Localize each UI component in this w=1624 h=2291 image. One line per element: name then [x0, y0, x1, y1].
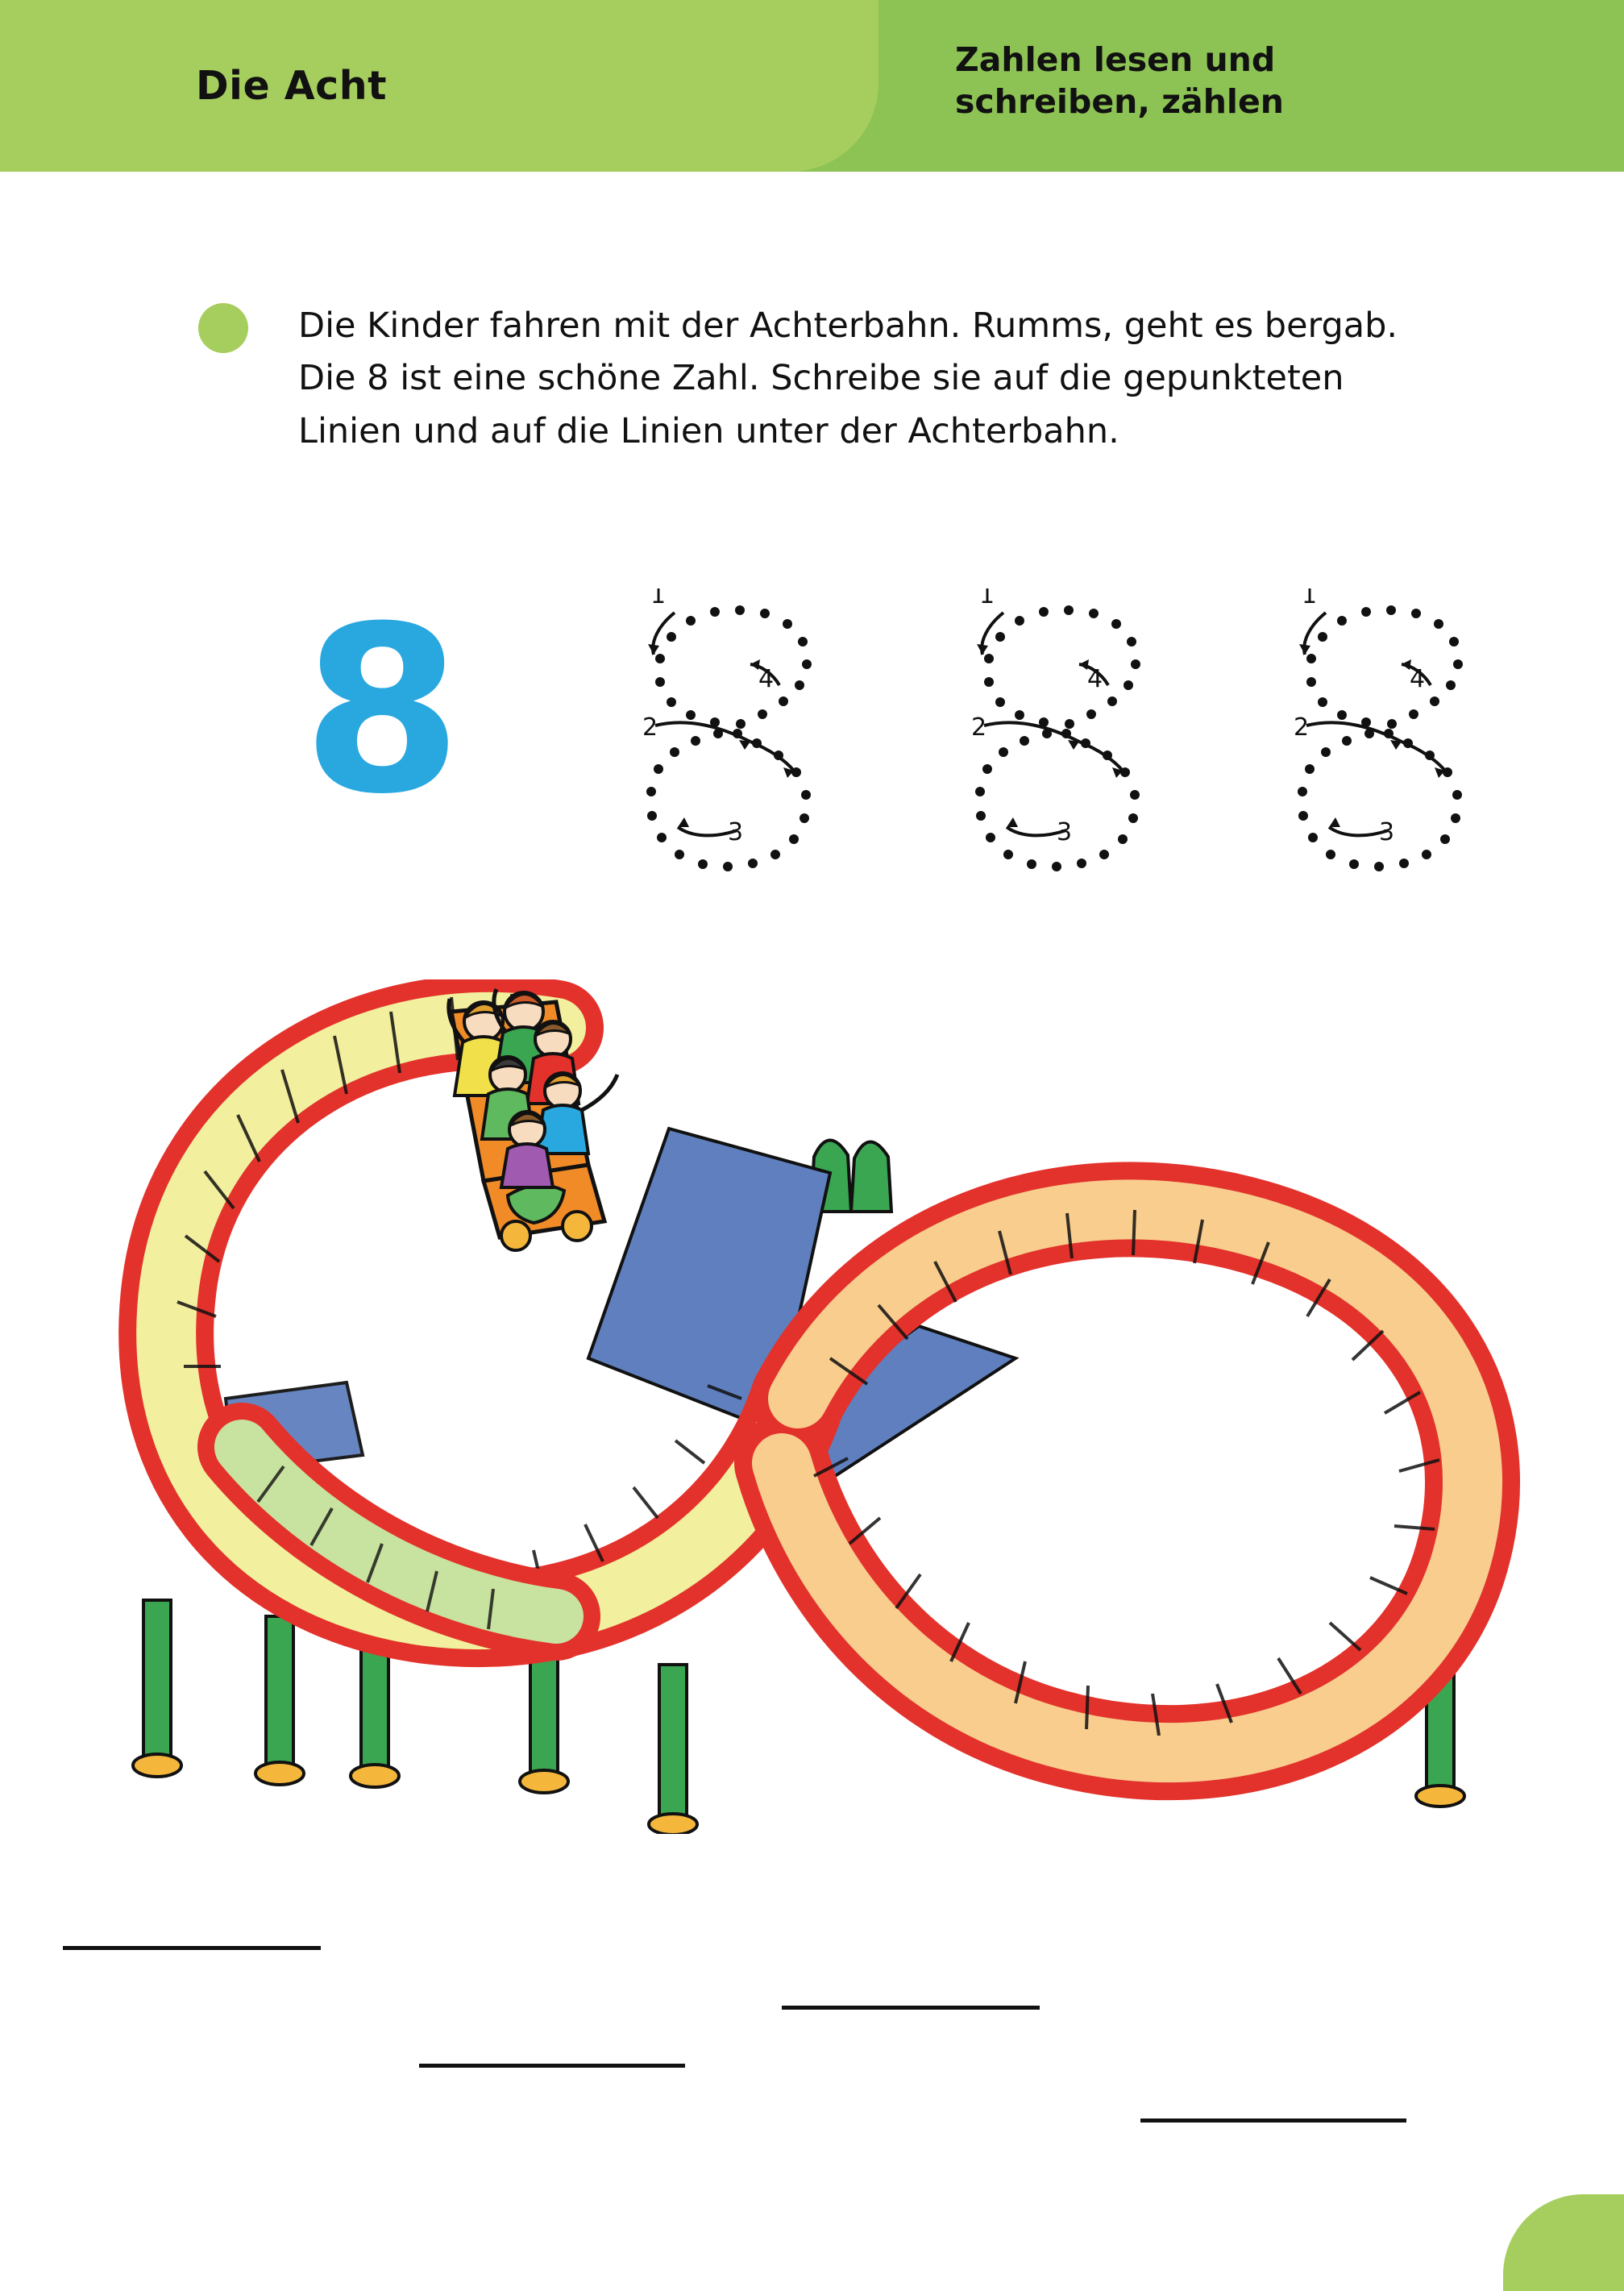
svg-text:1: 1: [979, 588, 995, 609]
svg-text:2: 2: [971, 713, 987, 742]
instruction-text: Die Kinder fahren mit der Achterbahn. Rumms, geht es bergab. Die 8 ist eine schöne Zahl. Schreibe sie auf die gepunkteten Linien und auf die Linien unter der Achterbahn.: [298, 306, 1398, 451]
writing-line[interactable]: [1140, 2118, 1406, 2123]
svg-text:4: 4: [758, 665, 775, 693]
svg-text:1: 1: [650, 588, 667, 609]
writing-line[interactable]: [419, 2064, 685, 2068]
svg-text:3: 3: [1379, 818, 1395, 846]
page-header: [0, 0, 1624, 172]
page-title: Die Acht: [196, 63, 388, 109]
tracing-row: [600, 588, 1503, 927]
writing-line[interactable]: [782, 2006, 1040, 2010]
roller-coaster-illustration: [105, 979, 1523, 1834]
svg-text:4: 4: [1087, 665, 1103, 693]
corner-decoration: [1503, 2194, 1624, 2291]
numeral-eight: 8: [302, 577, 463, 845]
svg-text:3: 3: [728, 818, 744, 846]
right-loop-track: [782, 1209, 1472, 1753]
svg-text:4: 4: [1410, 665, 1426, 693]
tracing-template[interactable]: [1252, 588, 1534, 927]
header-background-left: [0, 0, 878, 172]
svg-text:3: 3: [1057, 818, 1073, 846]
bullet-dot-icon: [198, 303, 248, 353]
svg-text:2: 2: [1294, 713, 1310, 742]
svg-text:2: 2: [642, 713, 658, 742]
tracing-template[interactable]: [929, 588, 1211, 927]
svg-text:1: 1: [1302, 588, 1318, 609]
writing-line[interactable]: [63, 1946, 321, 1950]
tracing-template[interactable]: [600, 588, 883, 927]
page-subtitle: Zahlen lesen und schreiben, zählen: [955, 40, 1284, 122]
